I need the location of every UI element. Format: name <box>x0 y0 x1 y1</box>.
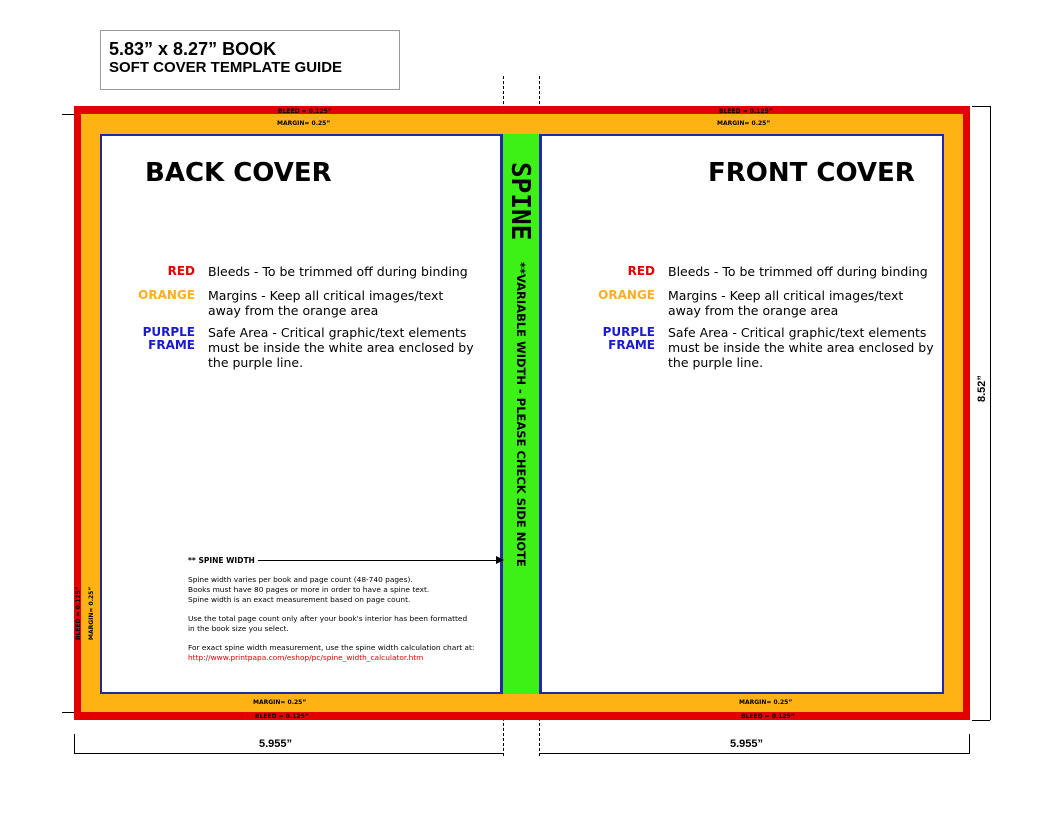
legend-desc-purple: Safe Area - Critical graphic/text elements must be inside the white area enclosed by the purple line. <box>668 325 934 370</box>
arrow-head-icon <box>496 556 504 564</box>
bleed-label: BLEED = 0.125” <box>255 713 309 720</box>
template-subtitle: SOFT COVER TEMPLATE GUIDE <box>109 59 343 76</box>
template-title: 5.83” x 8.27” BOOK <box>109 39 277 59</box>
dimension-tick <box>969 734 970 754</box>
bleed-label: BLEED = 0.125” <box>719 108 773 115</box>
legend-desc-red: Bleeds - To be trimmed off during binding <box>668 264 928 279</box>
spine-note-line: in the book size you select. <box>188 624 289 633</box>
spine-note-line: Use the total page count only after your book's interior has been formatted <box>188 614 468 623</box>
front-cover-title: FRONT COVER <box>708 158 915 188</box>
bleed-label: BLEED = 0.125” <box>278 108 332 115</box>
front-cover-safe-area <box>540 134 944 694</box>
dimension-tick <box>972 720 990 721</box>
back-cover-title: BACK COVER <box>145 158 332 188</box>
margin-label: MARGIN= 0.25” <box>277 120 331 127</box>
legend-desc-orange: Margins - Keep all critical images/text away from the orange area <box>208 288 444 318</box>
back-width-dimension-line <box>74 753 503 754</box>
legend-key-red: RED <box>627 264 655 278</box>
dimension-tick <box>74 734 75 754</box>
legend-key-orange: ORANGE <box>138 288 195 302</box>
margin-label: MARGIN= 0.25” <box>739 699 793 706</box>
spine-calculator-link[interactable]: http://www.printpapa.com/eshop/pc/spine_width_calculator.htm <box>188 653 424 662</box>
margin-label: MARGIN= 0.25” <box>253 699 307 706</box>
spine-title: SPINE <box>505 162 535 241</box>
spine-width-arrow-line <box>258 560 498 561</box>
dimension-tick <box>972 106 990 107</box>
front-width-dimension-line <box>540 753 970 754</box>
margin-label: MARGIN= 0.25” <box>717 120 771 127</box>
legend-key-purple: PURPLE FRAME <box>142 325 195 352</box>
spine-note-line: Spine width varies per book and page count (48-740 pages). <box>188 575 413 584</box>
legend-key-purple: PURPLE FRAME <box>602 325 655 352</box>
bleed-label: BLEED = 0.125” <box>75 586 82 640</box>
spine-note-line: For exact spine width measurement, use the spine width calculation chart at: <box>188 643 475 652</box>
height-dimension-line <box>990 106 991 720</box>
height-label: 8.52” <box>976 375 988 402</box>
back-cover-safe-area <box>100 134 502 694</box>
legend-desc-orange: Margins - Keep all critical images/text away from the orange area <box>668 288 904 318</box>
back-width-label: 5.955” <box>259 738 293 750</box>
legend-key-orange: ORANGE <box>598 288 655 302</box>
title-box <box>100 30 400 90</box>
margin-label: MARGIN= 0.25” <box>88 586 95 640</box>
spine-variable-width-note: **VARIABLE WIDTH - PLEASE CHECK SIDE NOTE <box>514 262 528 567</box>
legend-key-red: RED <box>167 264 195 278</box>
bleed-label: BLEED = 0.125” <box>741 713 795 720</box>
front-width-label: 5.955” <box>730 738 764 750</box>
legend-desc-red: Bleeds - To be trimmed off during binding <box>208 264 468 279</box>
legend-desc-purple: Safe Area - Critical graphic/text elements must be inside the white area enclosed by the purple line. <box>208 325 474 370</box>
spine-note-line: Spine width is an exact measurement based on page count. <box>188 595 411 604</box>
spine-note-line: Books must have 80 pages or more in order to have a spine text. <box>188 585 430 594</box>
spine-width-heading: ** SPINE WIDTH <box>188 556 255 565</box>
